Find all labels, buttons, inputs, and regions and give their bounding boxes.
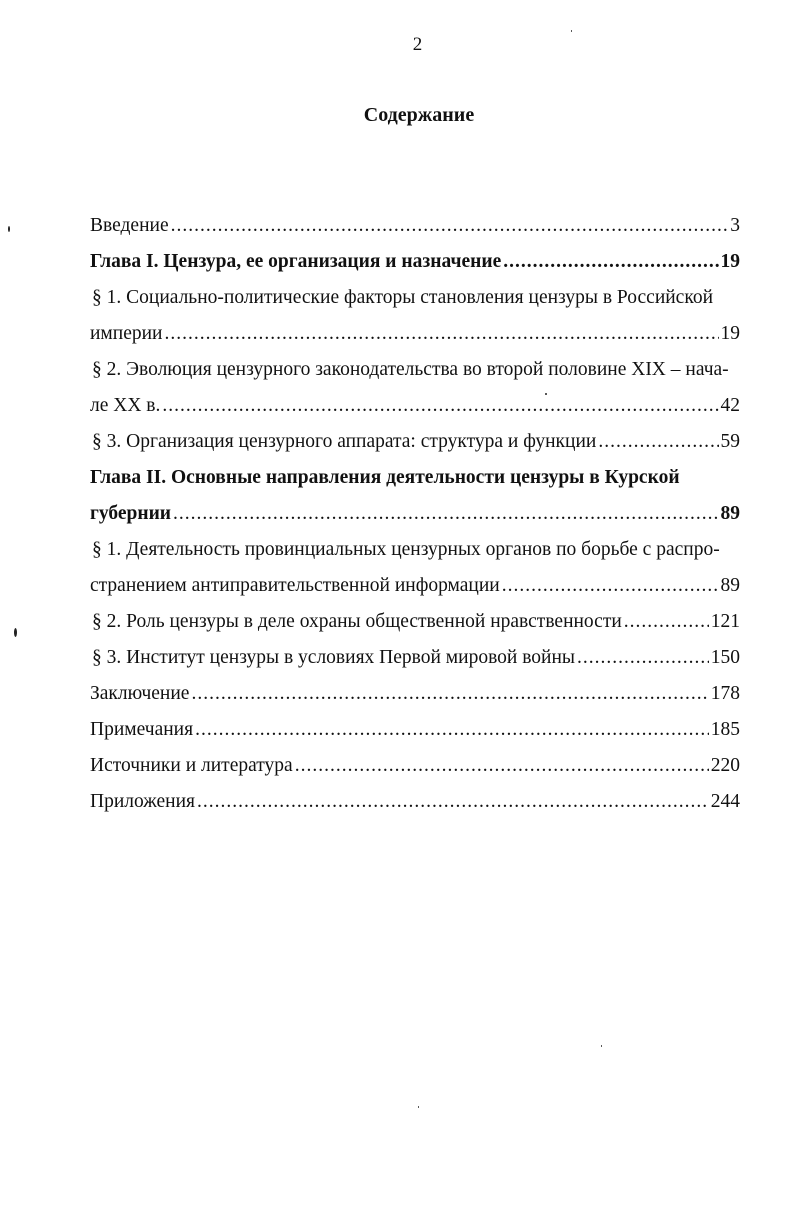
toc-entry-ch1-s1-line2 bbox=[90, 316, 740, 352]
toc-entry-ch2-s1-line1 bbox=[90, 532, 740, 568]
page-title: Содержание bbox=[363, 104, 475, 126]
scan-speck bbox=[571, 30, 572, 32]
toc-entry-title-cont: губернии bbox=[90, 503, 172, 524]
toc-entry-chapter-1 bbox=[90, 244, 740, 280]
dot-leader bbox=[165, 316, 719, 352]
dot-leader bbox=[624, 604, 709, 640]
toc-entry-title: § 2. Эволюция цензурного законодательства во второй половине XIX – нача- bbox=[92, 359, 729, 380]
toc-entry-notes bbox=[90, 712, 740, 748]
dot-leader bbox=[503, 244, 718, 280]
toc-entry-title: § 1. Социально-политические факторы становления цензуры в Российской bbox=[92, 287, 714, 308]
page-number: 2 bbox=[412, 34, 423, 55]
toc-entry-title: Глава II. Основные направления деятельности цензуры в Курской bbox=[90, 467, 680, 488]
toc-entry-page: 42 bbox=[720, 395, 740, 416]
dot-leader bbox=[191, 676, 708, 712]
toc-entry-title: § 3. Организация цензурного аппарата: структура и функции bbox=[92, 431, 597, 452]
table-of-contents bbox=[90, 208, 740, 820]
scan-speck bbox=[601, 1045, 602, 1047]
toc-entry-page: 19 bbox=[720, 323, 740, 344]
toc-entry-ch1-s1-line1 bbox=[90, 280, 740, 316]
toc-entry-page: 19 bbox=[720, 251, 740, 272]
scan-speck bbox=[14, 628, 17, 637]
toc-entry-page: 185 bbox=[710, 719, 740, 740]
toc-entry-page: 89 bbox=[720, 575, 740, 596]
toc-entry-page: 220 bbox=[710, 755, 740, 776]
toc-entry-title: § 1. Деятельность провинциальных цензурных органов по борьбе с распро- bbox=[92, 539, 720, 560]
toc-entry-title-cont: странением антиправительственной информации bbox=[90, 575, 500, 596]
dot-leader bbox=[162, 388, 718, 424]
toc-entry-title: Введение bbox=[90, 215, 169, 236]
toc-entry-title: Приложения bbox=[90, 791, 195, 812]
toc-entry-ch1-s2-line1 bbox=[90, 352, 740, 388]
scan-speck bbox=[545, 393, 547, 395]
toc-entry-intro bbox=[90, 208, 740, 244]
toc-entry-title: Заключение bbox=[90, 683, 190, 704]
scan-speck bbox=[418, 1106, 419, 1108]
toc-entry-ch1-s2-line2 bbox=[90, 388, 740, 424]
toc-entry-title-cont: империи bbox=[90, 323, 163, 344]
toc-entry-chapter-2-line2 bbox=[90, 496, 740, 532]
dot-leader bbox=[195, 712, 709, 748]
dot-leader bbox=[577, 640, 709, 676]
toc-entry-conclusion bbox=[90, 676, 740, 712]
toc-entry-ch2-s2 bbox=[90, 604, 740, 640]
toc-entry-ch1-s3 bbox=[90, 424, 740, 460]
toc-entry-page: 3 bbox=[730, 215, 740, 236]
dot-leader bbox=[173, 496, 718, 532]
toc-entry-sources bbox=[90, 748, 740, 784]
toc-entry-title: Источники и литература bbox=[90, 755, 293, 776]
toc-entry-chapter-2-line1 bbox=[90, 460, 740, 496]
dot-leader bbox=[502, 568, 719, 604]
dot-leader bbox=[171, 208, 729, 244]
scan-speck bbox=[8, 226, 10, 232]
toc-entry-page: 150 bbox=[710, 647, 740, 668]
toc-entry-title: Глава I. Цензура, ее организация и назначение bbox=[90, 251, 502, 272]
toc-entry-title: § 2. Роль цензуры в деле охраны общественной нравственности bbox=[92, 611, 622, 632]
toc-entry-page: 89 bbox=[720, 503, 740, 524]
toc-entry-page: 59 bbox=[720, 431, 740, 452]
dot-leader bbox=[197, 784, 709, 820]
toc-entry-title: Примечания bbox=[90, 719, 194, 740]
dot-leader bbox=[295, 748, 709, 784]
toc-entry-appendices bbox=[90, 784, 740, 820]
toc-entry-ch2-s3 bbox=[90, 640, 740, 676]
toc-entry-page: 244 bbox=[710, 791, 740, 812]
toc-entry-page: 121 bbox=[710, 611, 740, 632]
toc-entry-page: 178 bbox=[710, 683, 740, 704]
toc-entry-ch2-s1-line2 bbox=[90, 568, 740, 604]
dot-leader bbox=[598, 424, 718, 460]
toc-entry-title: § 3. Институт цензуры в условиях Первой мировой войны bbox=[92, 647, 575, 668]
toc-entry-title-cont: ле XX в. bbox=[90, 395, 161, 416]
